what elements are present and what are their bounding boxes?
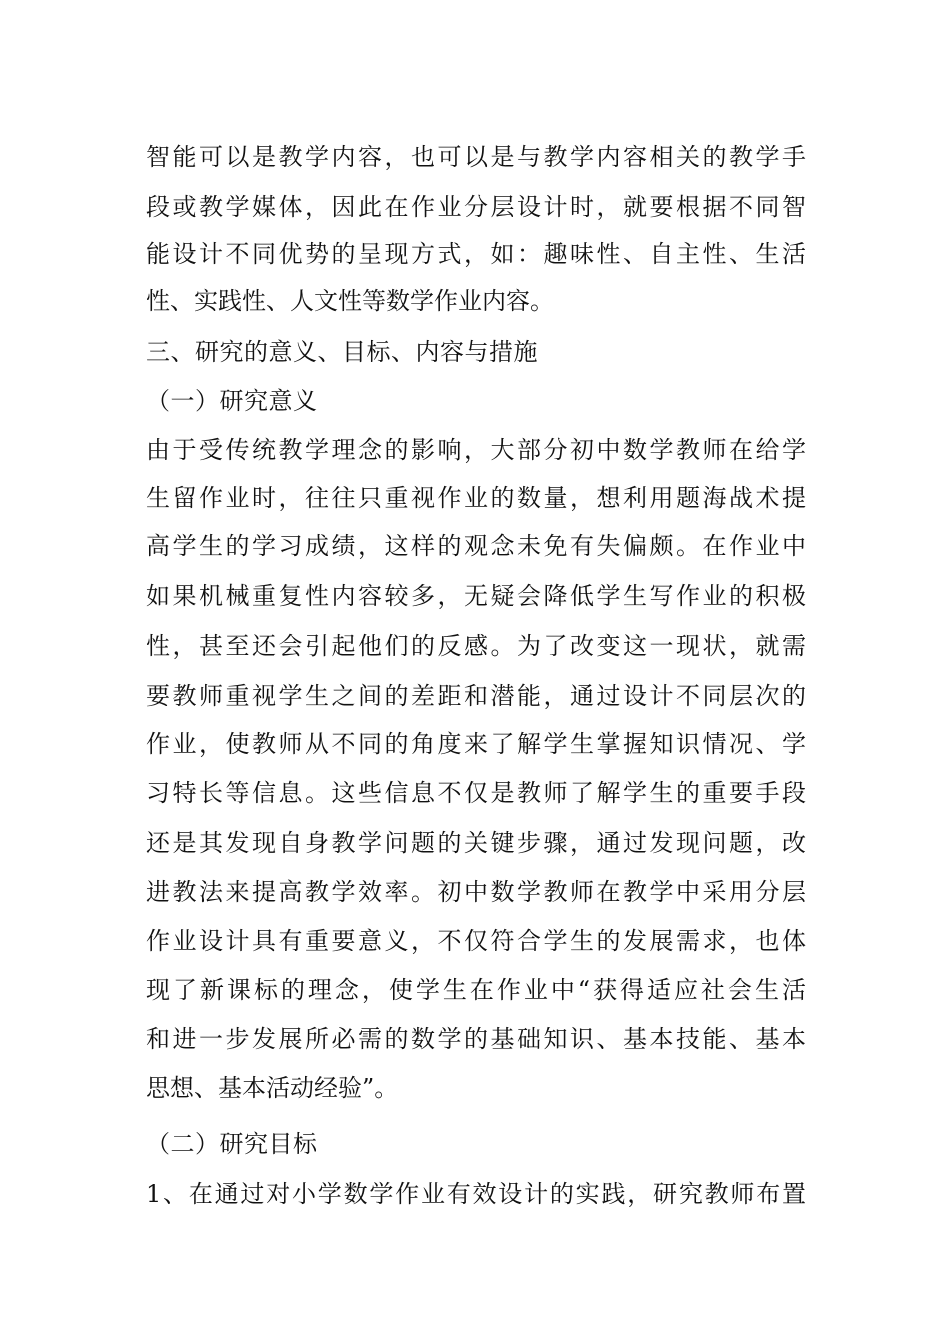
paragraph-line: 1、在通过对小学数学作业有效设计的实践，研究教师布置 (146, 1180, 806, 1208)
paragraph-line: 习特长等信息。这些信息不仅是教师了解学生的重要手段 (146, 779, 806, 807)
paragraph-line: 性、实践性、人文性等数学作业内容。 (146, 287, 554, 315)
paragraph-line: 思想、基本活动经验”。 (146, 1074, 399, 1102)
paragraph-line: 作业，使教师从不同的角度来了解学生掌握知识情况、学 (146, 730, 806, 758)
paragraph-line: 生留作业时，往往只重视作业的数量，想利用题海战术提 (146, 484, 806, 512)
paragraph-line: 现了新课标的理念，使学生在作业中“获得适应社会生活 (146, 976, 806, 1004)
paragraph-line: 性，甚至还会引起他们的反感。为了改变这一现状，就需 (146, 632, 806, 660)
subsection-heading: （一）研究意义 (146, 387, 318, 415)
paragraph-line: 能设计不同优势的呈现方式，如：趣味性、自主性、生活 (146, 240, 806, 268)
paragraph-line: 如果机械重复性内容较多，无疑会降低学生写作业的积极 (146, 582, 806, 610)
paragraph-line: 要教师重视学生之间的差距和潜能，通过设计不同层次的 (146, 682, 806, 710)
paragraph-line: 还是其发现自身教学问题的关键步骤，通过发现问题，改 (146, 829, 806, 857)
paragraph-line: 高学生的学习成绩，这样的观念未免有失偏颇。在作业中 (146, 532, 806, 560)
paragraph-line: 由于受传统教学理念的影响，大部分初中数学教师在给学 (146, 436, 806, 464)
paragraph-line: 段或教学媒体，因此在作业分层设计时，就要根据不同智 (146, 193, 806, 221)
section-heading: 三、研究的意义、目标、内容与措施 (146, 338, 538, 366)
paragraph-line: 进教法来提高教学效率。初中数学教师在教学中采用分层 (146, 878, 806, 906)
paragraph-line: 和进一步发展所必需的数学的基础知识、基本技能、基本 (146, 1025, 806, 1053)
paragraph-line: 智能可以是教学内容，也可以是与教学内容相关的教学手 (146, 143, 806, 171)
paragraph-line: 作业设计具有重要意义，不仅符合学生的发展需求，也体 (146, 927, 806, 955)
subsection-heading: （二）研究目标 (146, 1130, 318, 1158)
